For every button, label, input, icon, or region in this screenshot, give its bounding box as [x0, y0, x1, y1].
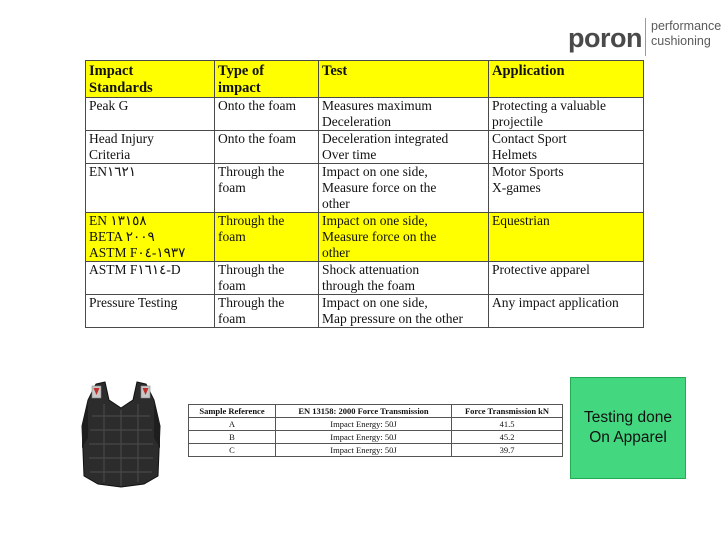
cell-line: other: [322, 245, 350, 260]
table-cell: A: [189, 418, 276, 431]
cell-line: Criteria: [89, 147, 131, 162]
table-cell: [86, 213, 215, 262]
cell-line: Application: [492, 63, 565, 79]
force-table-header-cell: Sample Reference: [189, 405, 276, 418]
cell-line: Protecting a valuable: [492, 98, 606, 113]
cell-line: Measures maximum: [322, 98, 432, 113]
table-row: [86, 262, 644, 295]
table-cell: [489, 262, 644, 295]
table-cell: [319, 295, 489, 328]
table-cell: [489, 295, 644, 328]
table-cell: [319, 164, 489, 213]
impact-table-body: [86, 98, 644, 328]
cell-line: Motor Sports: [492, 164, 564, 179]
cell-line: foam: [218, 278, 246, 293]
force-table-header-cell: EN 13158: 2000 Force Transmission: [276, 405, 452, 418]
table-row: [189, 444, 563, 457]
table-cell: [86, 262, 215, 295]
cell-line: Shock attenuation: [322, 262, 420, 277]
table-cell: C: [189, 444, 276, 457]
cell-line: Through the: [218, 164, 285, 179]
table-row: [189, 431, 563, 444]
logo-tagline: [651, 19, 721, 49]
cell-line: other: [322, 196, 350, 211]
logo-divider: [645, 18, 646, 56]
cell-line: Equestrian: [492, 213, 550, 228]
cell-line: Onto the foam: [218, 98, 296, 113]
cell-line: foam: [218, 180, 246, 195]
cell-line: Deceleration: [322, 114, 391, 129]
table-cell: 39.7: [452, 444, 563, 457]
cell-line: Protective apparel: [492, 262, 590, 277]
table-cell: [86, 164, 215, 213]
impact-table-header-row: [86, 61, 644, 98]
table-cell: Impact Energy: 50J: [276, 418, 452, 431]
cell-line: foam: [218, 311, 246, 326]
cell-line: Peak G: [89, 98, 129, 113]
cell-line: Standards: [89, 80, 153, 96]
table-row: [189, 418, 563, 431]
cell-line: Type of: [218, 63, 265, 79]
table-cell: [86, 98, 215, 131]
cell-line: Through the: [218, 262, 285, 277]
cell-line: Helmets: [492, 147, 537, 162]
table-cell: [319, 262, 489, 295]
table-cell: [489, 98, 644, 131]
cell-line: Impact on one side,: [322, 164, 428, 179]
force-table-body: [189, 418, 563, 457]
cell-line: Measure force on the: [322, 180, 437, 195]
cell-line: Deceleration integrated: [322, 131, 449, 146]
impact-table-header-cell: [86, 61, 215, 98]
protective-vest-image: [78, 378, 164, 490]
table-cell: [86, 295, 215, 328]
table-row: [86, 213, 644, 262]
table-row: [86, 295, 644, 328]
table-row: [86, 98, 644, 131]
logo-brand: poron: [568, 23, 642, 53]
cell-line: Impact on one side,: [322, 213, 428, 228]
logo-tagline-line2: cushioning: [651, 34, 711, 48]
cell-line: Test: [322, 63, 348, 79]
cell-line: X-games: [492, 180, 541, 195]
force-table-header-row: [189, 405, 563, 418]
testing-on-apparel-badge: [570, 377, 686, 479]
cell-line: EN ١٣١٥٨: [89, 213, 147, 228]
cell-line: impact: [218, 80, 261, 96]
table-cell: 41.5: [452, 418, 563, 431]
cell-line: Over time: [322, 147, 377, 162]
badge-line1: Testing done: [584, 409, 672, 426]
table-cell: [489, 213, 644, 262]
table-cell: Impact Energy: 50J: [276, 444, 452, 457]
cell-line: Impact on one side,: [322, 295, 428, 310]
cell-line: Head Injury: [89, 131, 154, 146]
cell-line: through the foam: [322, 278, 415, 293]
cell-line: Any impact application: [492, 295, 619, 310]
table-cell: Impact Energy: 50J: [276, 431, 452, 444]
table-cell: [215, 164, 319, 213]
table-cell: [319, 98, 489, 131]
table-cell: [319, 131, 489, 164]
table-row: [86, 131, 644, 164]
cell-line: BETA ٢٠٠٩: [89, 229, 155, 244]
cell-line: projectile: [492, 114, 543, 129]
impact-table-header-cell: [489, 61, 644, 98]
impact-table-header-cell: [215, 61, 319, 98]
cell-line: Contact Sport: [492, 131, 567, 146]
badge-line2: On Apparel: [589, 429, 667, 446]
table-cell: [86, 131, 215, 164]
table-cell: [215, 131, 319, 164]
force-transmission-table: [188, 404, 563, 457]
cell-line: Pressure Testing: [89, 295, 178, 310]
logo-tagline-line1: performance: [651, 19, 722, 33]
cell-line: Measure force on the: [322, 229, 437, 244]
table-row: [86, 164, 644, 213]
table-cell: B: [189, 431, 276, 444]
cell-line: Through the: [218, 213, 285, 228]
poron-logo: [568, 14, 722, 60]
cell-line: ASTM F١٩٣٧-٠٤: [89, 245, 186, 260]
cell-line: Onto the foam: [218, 131, 296, 146]
table-cell: [215, 213, 319, 262]
table-cell: [215, 98, 319, 131]
force-table-header-cell: Force Transmission kN: [452, 405, 563, 418]
cell-line: Map pressure on the other: [322, 311, 463, 326]
table-cell: 45.2: [452, 431, 563, 444]
cell-line: ASTM F١٦١٤-D: [89, 262, 181, 277]
cell-line: Impact: [89, 63, 134, 79]
table-cell: [489, 131, 644, 164]
cell-line: foam: [218, 229, 246, 244]
table-cell: [215, 262, 319, 295]
cell-line: Through the: [218, 295, 285, 310]
table-cell: [319, 213, 489, 262]
impact-standards-table: [85, 60, 644, 328]
cell-line: EN١٦٢١: [89, 164, 136, 179]
table-cell: [489, 164, 644, 213]
table-cell: [215, 295, 319, 328]
impact-table-header-cell: [319, 61, 489, 98]
